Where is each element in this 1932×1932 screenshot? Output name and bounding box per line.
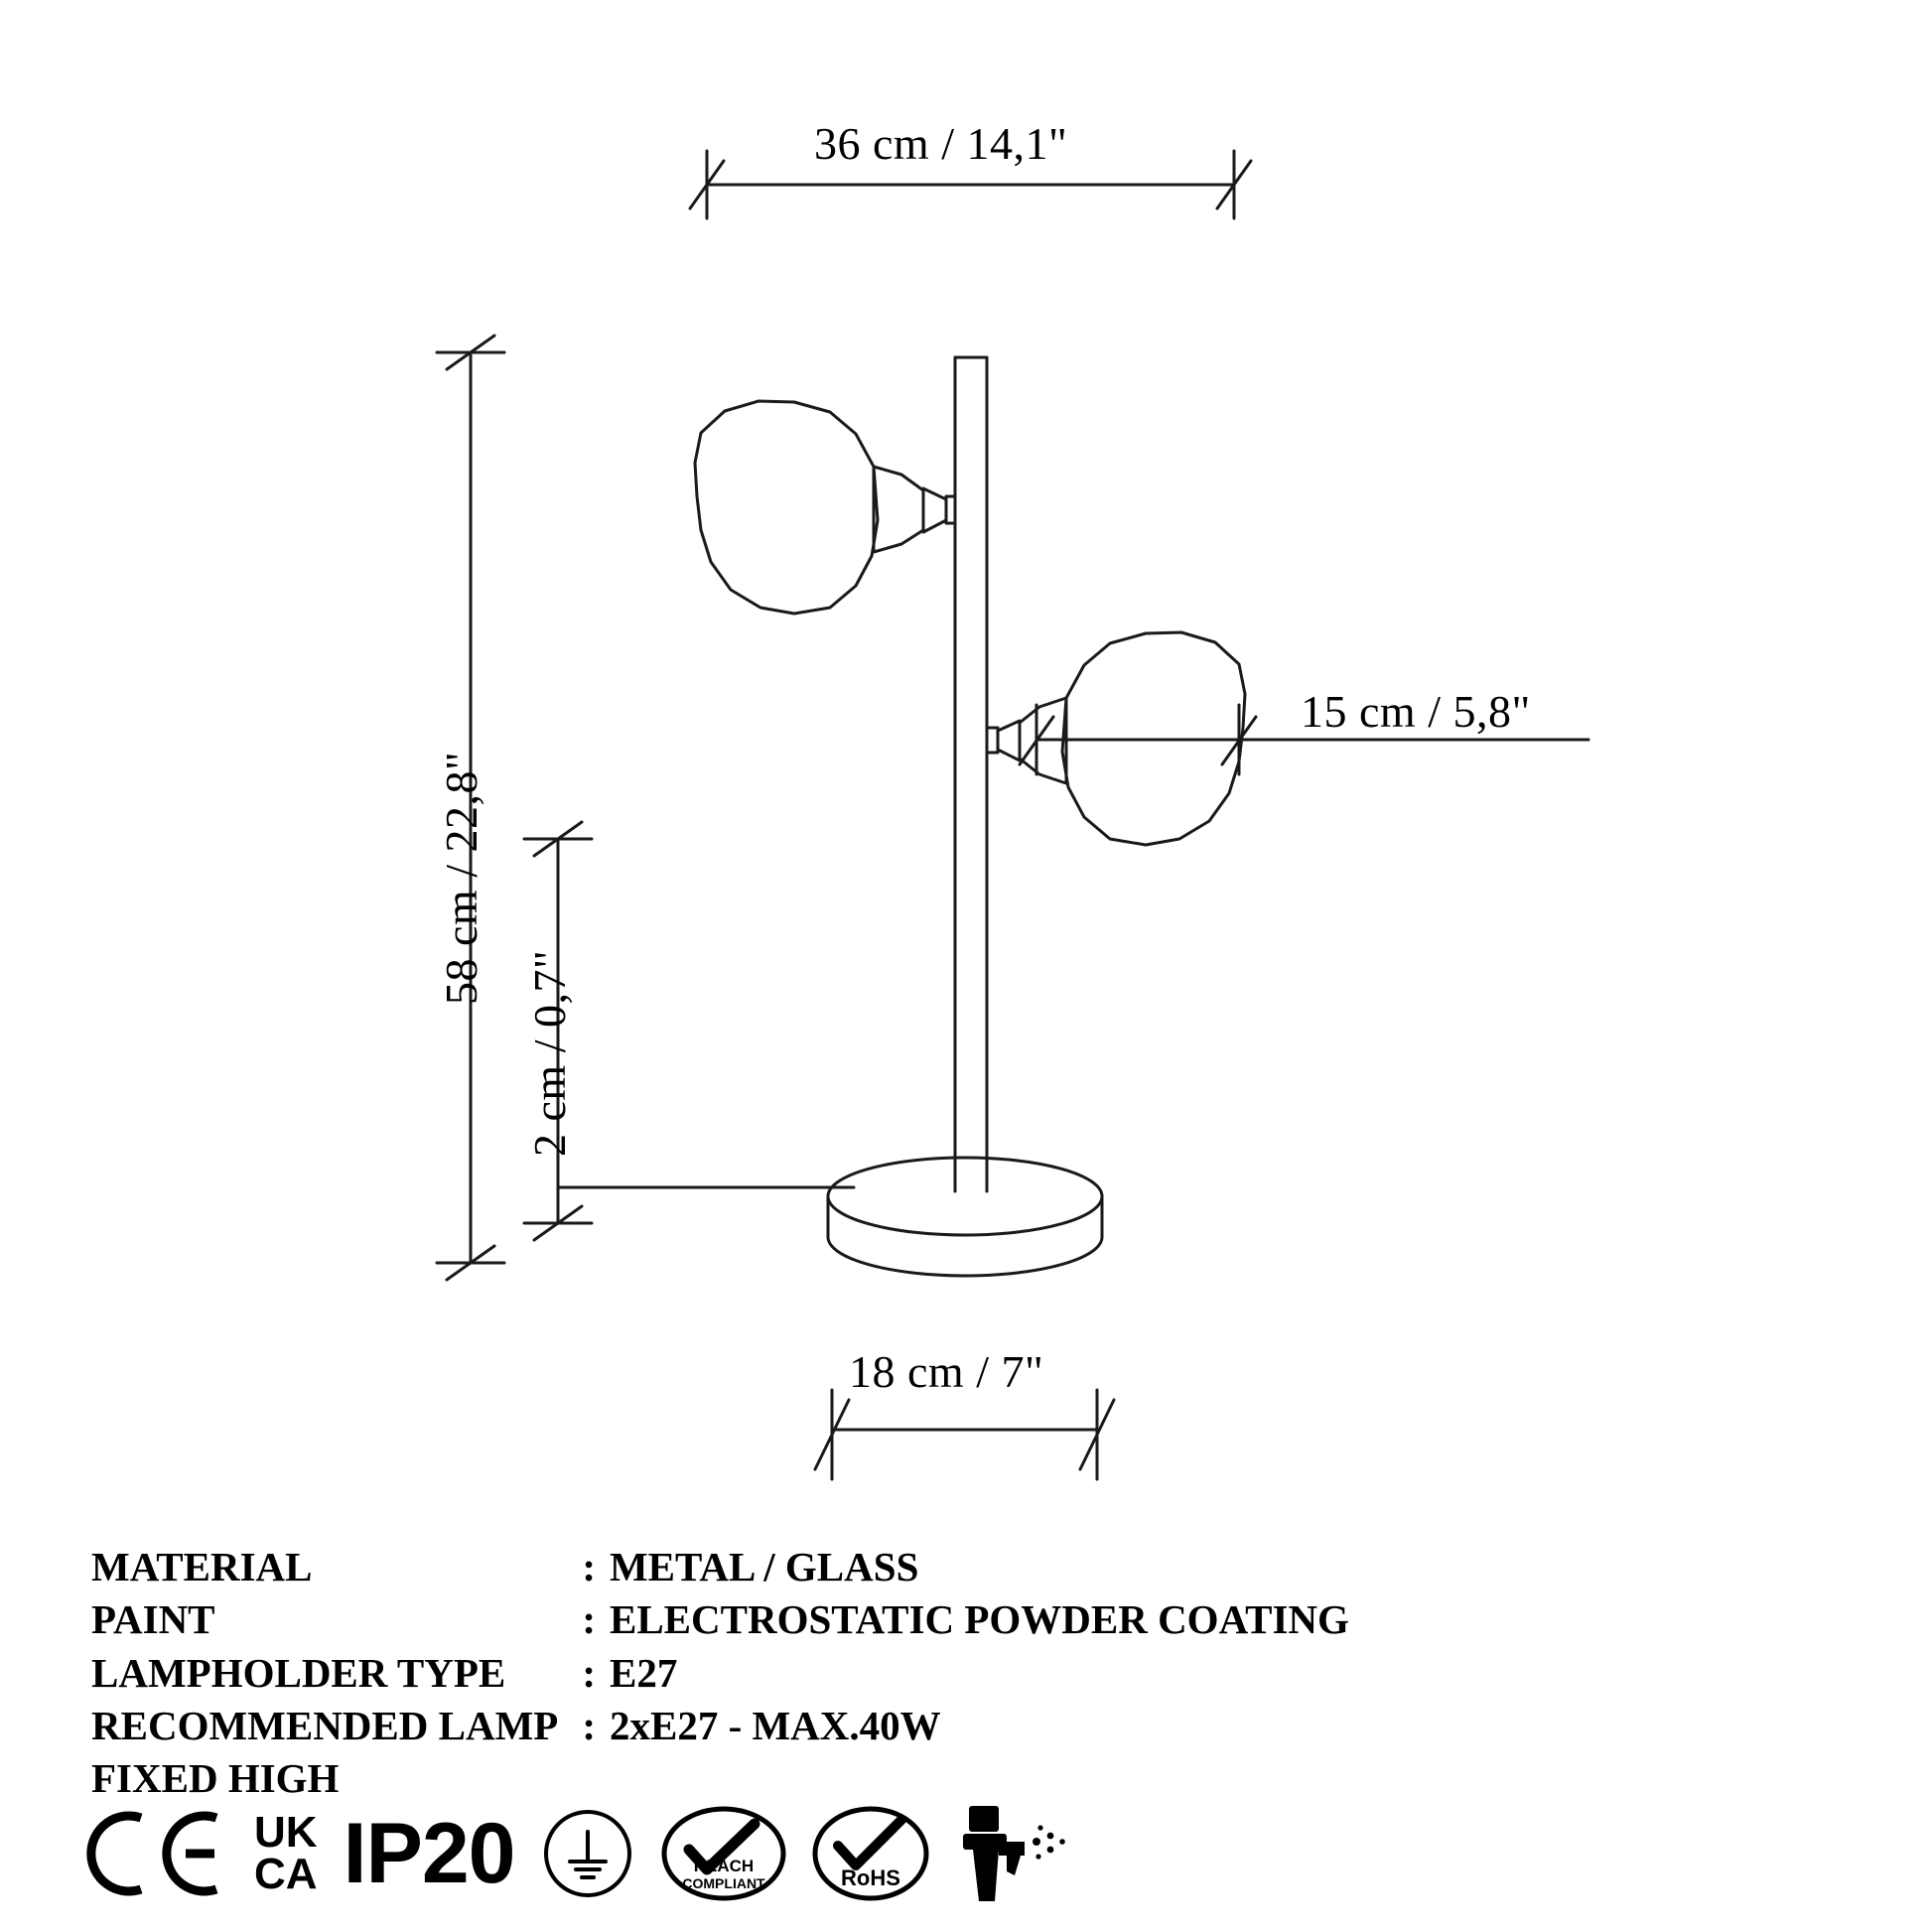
ukca-mark-icon xyxy=(254,1807,318,1898)
spec-value-lampholder-type: E27 xyxy=(609,1649,678,1696)
certification-badge-row xyxy=(79,1799,1070,1908)
spec-row-material xyxy=(91,1541,1349,1593)
lamp-globe-left xyxy=(695,401,955,614)
spec-sep-fixed-high xyxy=(582,1752,610,1805)
spec-key-fixed-high: FIXED HIGH xyxy=(91,1755,340,1802)
spec-value-material: METAL / GLASS xyxy=(609,1544,919,1589)
dimension-label-base-thickness: 2 cm / 0,7" xyxy=(524,949,575,1157)
spec-key-paint: PAINT xyxy=(91,1596,215,1643)
lamp-base xyxy=(828,1158,1102,1276)
ip-rating-label: IP20 xyxy=(343,1806,515,1901)
spec-sep-paint: : xyxy=(582,1596,596,1643)
spec-sep-recommended-lamp: : xyxy=(582,1702,596,1748)
rohs-icon xyxy=(812,1806,929,1901)
reach-compliant-icon xyxy=(661,1806,786,1901)
rohs-label: RoHS xyxy=(841,1865,901,1890)
ukca-line-1: UK xyxy=(254,1807,318,1857)
spec-value-recommended-lamp: 2xE27 - MAX.40W xyxy=(609,1702,941,1748)
spec-sep-lampholder-type: : xyxy=(582,1649,596,1696)
ukca-line-2: CA xyxy=(254,1850,318,1898)
dimension-label-base-diameter: 18 cm / 7" xyxy=(849,1346,1044,1397)
specification-table xyxy=(91,1541,1349,1805)
spec-key-lampholder-type: LAMPHOLDER TYPE xyxy=(91,1649,506,1696)
spec-value-paint: ELECTROSTATIC POWDER COATING xyxy=(609,1596,1349,1643)
lamp-stem xyxy=(955,357,987,1191)
spec-row-lampholder-type xyxy=(91,1647,1349,1700)
spec-key-material: MATERIAL xyxy=(91,1544,313,1589)
earth-ground-icon xyxy=(540,1806,635,1901)
lamp-drawing xyxy=(695,357,1245,1276)
dimension-label-globe-diameter: 15 cm / 5,8" xyxy=(1301,686,1531,737)
reach-label-line-2: COMPLIANT xyxy=(682,1875,766,1891)
dimension-label-height-total: 58 cm / 22,8" xyxy=(436,751,486,1005)
reach-label-line-1: REACH xyxy=(694,1857,755,1875)
spec-key-recommended-lamp: RECOMMENDED LAMP xyxy=(91,1702,559,1748)
spray-gun-icon xyxy=(955,1802,1070,1905)
spec-row-recommended-lamp xyxy=(91,1700,1349,1752)
spec-sep-material: : xyxy=(582,1544,596,1589)
ce-mark-icon xyxy=(79,1804,228,1903)
spec-value-fixed-high xyxy=(610,1752,1349,1805)
spec-row-fixed-high xyxy=(91,1752,1349,1805)
dimension-base-diameter xyxy=(815,1390,1114,1479)
spec-row-paint xyxy=(91,1593,1349,1646)
dimension-label-width-top: 36 cm / 14,1" xyxy=(814,118,1068,169)
